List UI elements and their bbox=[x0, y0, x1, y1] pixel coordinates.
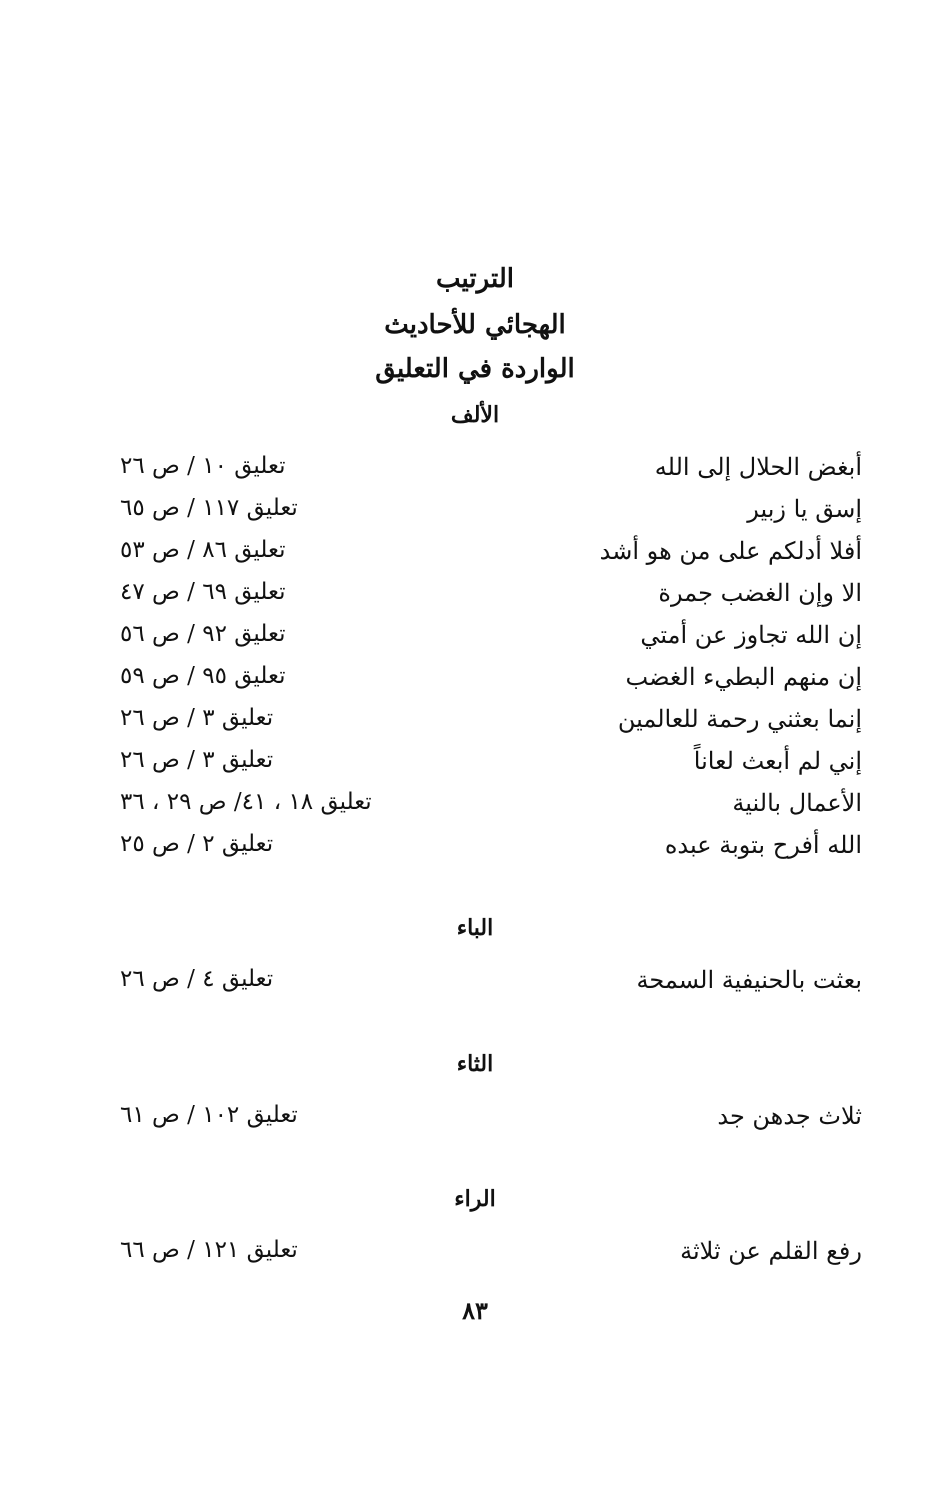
list-item bbox=[0, 1237, 950, 1277]
list-item bbox=[0, 966, 950, 1006]
hadith-text: إنما بعثني رحمة للعالمين bbox=[617, 705, 862, 733]
list-item bbox=[0, 1102, 950, 1142]
hadith-reference: تعليق ٣ / ص ٢٦ bbox=[120, 747, 274, 773]
hadith-text: إن الله تجاوز عن أمتي bbox=[640, 621, 862, 649]
hadith-reference: تعليق ٩٢ / ص ٥٦ bbox=[120, 621, 286, 647]
list-item bbox=[0, 789, 950, 829]
hadith-text: أبغض الحلال إلى الله bbox=[654, 453, 862, 481]
hadith-reference: تعليق ٩٥ / ص ٥٩ bbox=[120, 663, 286, 689]
list-item bbox=[0, 579, 950, 619]
hadith-text: الله أفرح بتوبة عبده bbox=[664, 831, 862, 859]
hadith-text: رفع القلم عن ثلاثة bbox=[680, 1237, 862, 1265]
title-line-2: الهجائي للأحاديث bbox=[384, 310, 566, 340]
hadith-reference: تعليق ١٢١ / ص ٦٦ bbox=[120, 1237, 298, 1263]
hadith-text: إسق يا زبير bbox=[747, 495, 862, 523]
list-item bbox=[0, 747, 950, 787]
section-heading-ba: الباء bbox=[456, 915, 494, 941]
section-heading-ra: الراء bbox=[454, 1186, 496, 1212]
hadith-text: أفلا أدلكم على من هو أشد bbox=[599, 537, 862, 565]
hadith-text: إن منهم البطيء الغضب bbox=[625, 663, 862, 691]
list-item bbox=[0, 453, 950, 493]
hadith-reference: تعليق ١٨ ، ٤١/ ص ٢٩ ، ٣٦ bbox=[120, 789, 372, 815]
list-item bbox=[0, 537, 950, 577]
list-item bbox=[0, 705, 950, 745]
hadith-text: بعثت بالحنيفية السمحة bbox=[636, 966, 862, 994]
hadith-reference: تعليق ١٠٢ / ص ٦١ bbox=[120, 1102, 298, 1128]
list-item bbox=[0, 495, 950, 535]
hadith-reference: تعليق ٢ / ص ٢٥ bbox=[120, 831, 274, 857]
hadith-text: الأعمال بالنية bbox=[732, 789, 862, 817]
page-number: ٨٣ bbox=[462, 1296, 488, 1325]
list-item bbox=[0, 621, 950, 661]
list-item bbox=[0, 831, 950, 871]
hadith-text: الا وإن الغضب جمرة bbox=[658, 579, 862, 607]
hadith-text: إني لم أبعث لعاناً bbox=[693, 747, 862, 775]
list-item bbox=[0, 663, 950, 703]
hadith-text: ثلاث جدهن جد bbox=[717, 1102, 862, 1130]
hadith-reference: تعليق ٦٩ / ص ٤٧ bbox=[120, 579, 286, 605]
title-line-3: الواردة في التعليق bbox=[375, 354, 575, 384]
hadith-reference: تعليق ٤ / ص ٢٦ bbox=[120, 966, 274, 992]
hadith-reference: تعليق ٨٦ / ص ٥٣ bbox=[120, 537, 286, 563]
title-line-1: الترتيب bbox=[436, 264, 514, 294]
hadith-reference: تعليق ١١٧ / ص ٦٥ bbox=[120, 495, 298, 521]
section-heading-tha: الثاء bbox=[456, 1051, 494, 1077]
hadith-reference: تعليق ٣ / ص ٢٦ bbox=[120, 705, 274, 731]
section-heading-alif: الألف bbox=[450, 402, 500, 428]
hadith-reference: تعليق ١٠ / ص ٢٦ bbox=[120, 453, 286, 479]
